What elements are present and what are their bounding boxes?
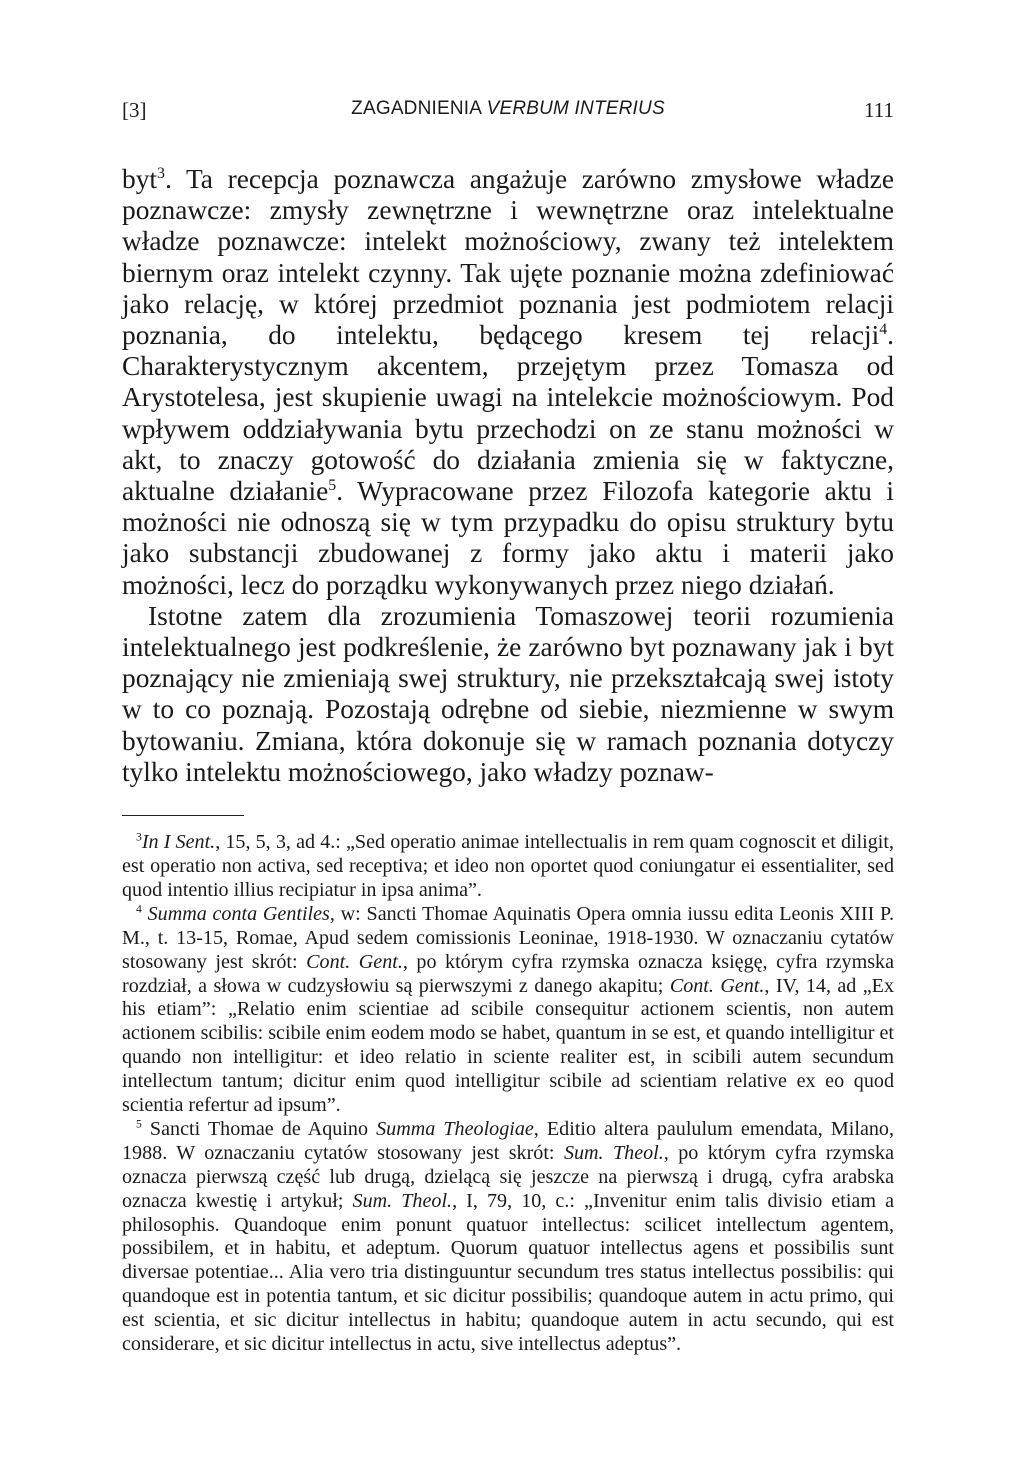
paragraph-2: Istotne zatem dla zrozumienia Tomaszowej teorii rozumienia intelektualnego jest podkreślenie, że zarówno byt poznawany jak i byt poznający nie zmieniają swej struktury, nie przekształcają swej istoty w to co poznają. Pozostają odrębne od siebie, niezmienne w swym bytowaniu. Zmiana, która dokonuje się w ramach poznania dotyczy tylko intelektu możnościowego, jako władzy poznaw- <box>122 600 894 787</box>
paragraph-1 <box>122 164 894 601</box>
footnote-ref-4: 4 <box>879 320 888 338</box>
footnote-italic: In I Sent. <box>141 831 216 854</box>
footnote-text: , I, 79, 10, c.: „Invenitur enim talis divisio etiam a philosophis. Quandoque enim ponunt quatuor intellectus: scilicet intellectum agentem, possibilem, et in habitu, et adeptum. Quorum quatuor intellectus agens et possibilis sunt diversae potentiae... Alia vero tria distinguuntur secundum tres status intellectus possibilis: qui quandoque est in potentia tantum, et sic dicitur possibilis; quandoque autem in actu primo, qui est scientia, et sic dicitur intellectus in habitu; quandoque autem in actu secundo, qui est considerare, et sic dicitur intellectus in actu, sive intellectus adeptus”. <box>122 1189 894 1356</box>
body-text <box>122 164 894 788</box>
footnote-italic: Summa conta Gentiles <box>147 902 330 925</box>
text-run: . Charakterystycznym akcentem, przejętym przez Tomasza od Arystotelesa, jest skupienie uwagi na intelekcie możnościowym. Pod wpływem oddziaływania bytu przechodzi on ze stanu możności w akt, to znaczy gotowość do działania zmienia się w faktyczne, aktualne działanie <box>122 320 894 507</box>
running-title-prefix: ZAGADNIENIA <box>351 98 487 119</box>
text-run: . Wypracowane przez Filozofa kategorie aktu i możności nie odnoszą się w tym przypadku do opisu struktury bytu jako substancji zbudowanej z formy jako aktu i materii jako możności, lecz do porządku wykonywanych przez niego działań. <box>122 476 894 600</box>
footnote-5 <box>122 1118 894 1357</box>
footnote-3 <box>122 831 894 903</box>
footnote-mark: 4 <box>136 902 142 916</box>
footnote-mark: 3 <box>136 830 142 844</box>
page <box>122 98 894 1357</box>
footnote-text: , 15, 5, 3, ad 4.: „Sed operatio animae intellectualis in rem quam cognoscit et diligit, est operatio non activa, sed receptiva; et ideo non oportet quod coniungatur ei essentialiter, sed quod intentio illius recipiatur in ipsa anima”. <box>122 831 894 901</box>
running-title <box>122 98 894 120</box>
footnote-text: , po którym cyfra rzymska oznacza księgę, cyfra rzymska rozdział, a słowa w cudzysłowiu są pierwszymi z danego akapitu; <box>122 950 894 997</box>
footnote-text: , IV, 14, ad „Ex his etiam”: „Relatio enim scientiae ad scibile consequitur actionem scientis, non autem actionem scibilis: scibile enim eodem modo se habet, quantum in se est, et quando intelligitur et quando non intelligitur: et ideo relatio in sciente realiter est, in scibili autem secundum intellectum tantum; dicitur enim quod intelligitur scibile ad scientiam relative ex eo quod scientia refertur ad ipsum”. <box>122 974 895 1117</box>
footnote-text: Sancti Thomae de Aquino <box>149 1117 377 1140</box>
footnote-italic: Cont. Gent. <box>306 950 403 973</box>
section-number: [3] <box>122 98 147 122</box>
footnote-ref-3: 3 <box>157 164 165 182</box>
running-header <box>122 98 894 128</box>
footnote-text: , w: Sancti Thomae Aquinatis Opera omnia iussu edita Leonis XIII P. M., t. 13-15, Romae, Apud sedem comissionis Leoninae, 1918-1930. W oznaczaniu cytatów stosowany jest skrót: <box>122 902 894 973</box>
footnote-separator <box>122 815 244 816</box>
text-run: . Ta recepcja poznawcza angażuje zarówno zmysłowe władze poznawcze: zmysły zewnętrzne i wewnętrzne oraz intelektualne władze poznawcze: intelekt możnościowy, zwany też intelektem biernym oraz intelekt czynny. Tak ujęte poznanie można zdefiniować jako relację, w której przedmiot poznania jest podmiotem relacji poznania, do intelektu, będącego kresem tej relacji <box>122 164 894 351</box>
footnote-4 <box>122 903 894 1118</box>
footnotes <box>122 831 894 1357</box>
footnote-text: , po którym cyfra rzymska oznacza pierwszą część lub drugą, dzielącą się jeszcze na pierwszą i drugą, cyfra arabska oznacza kwestię i artykuł; <box>122 1141 895 1212</box>
footnote-italic: Sum. Theol. <box>563 1141 664 1164</box>
running-title-italic: VERBUM INTERIUS <box>486 98 665 119</box>
footnote-italic: Sum. Theol. <box>352 1189 453 1212</box>
text-run: byt <box>122 164 158 194</box>
footnote-italic: Summa Theologiae <box>376 1117 534 1140</box>
footnote-ref-5: 5 <box>328 476 337 494</box>
footnote-mark: 5 <box>136 1117 142 1131</box>
footnote-text: , Editio altera paululum emendata, Milano, 1988. W oznaczaniu cytatów stosowany jest skrót: <box>122 1117 894 1164</box>
page-number: 111 <box>864 98 894 122</box>
footnote-italic: Cont. Gent. <box>669 974 765 997</box>
